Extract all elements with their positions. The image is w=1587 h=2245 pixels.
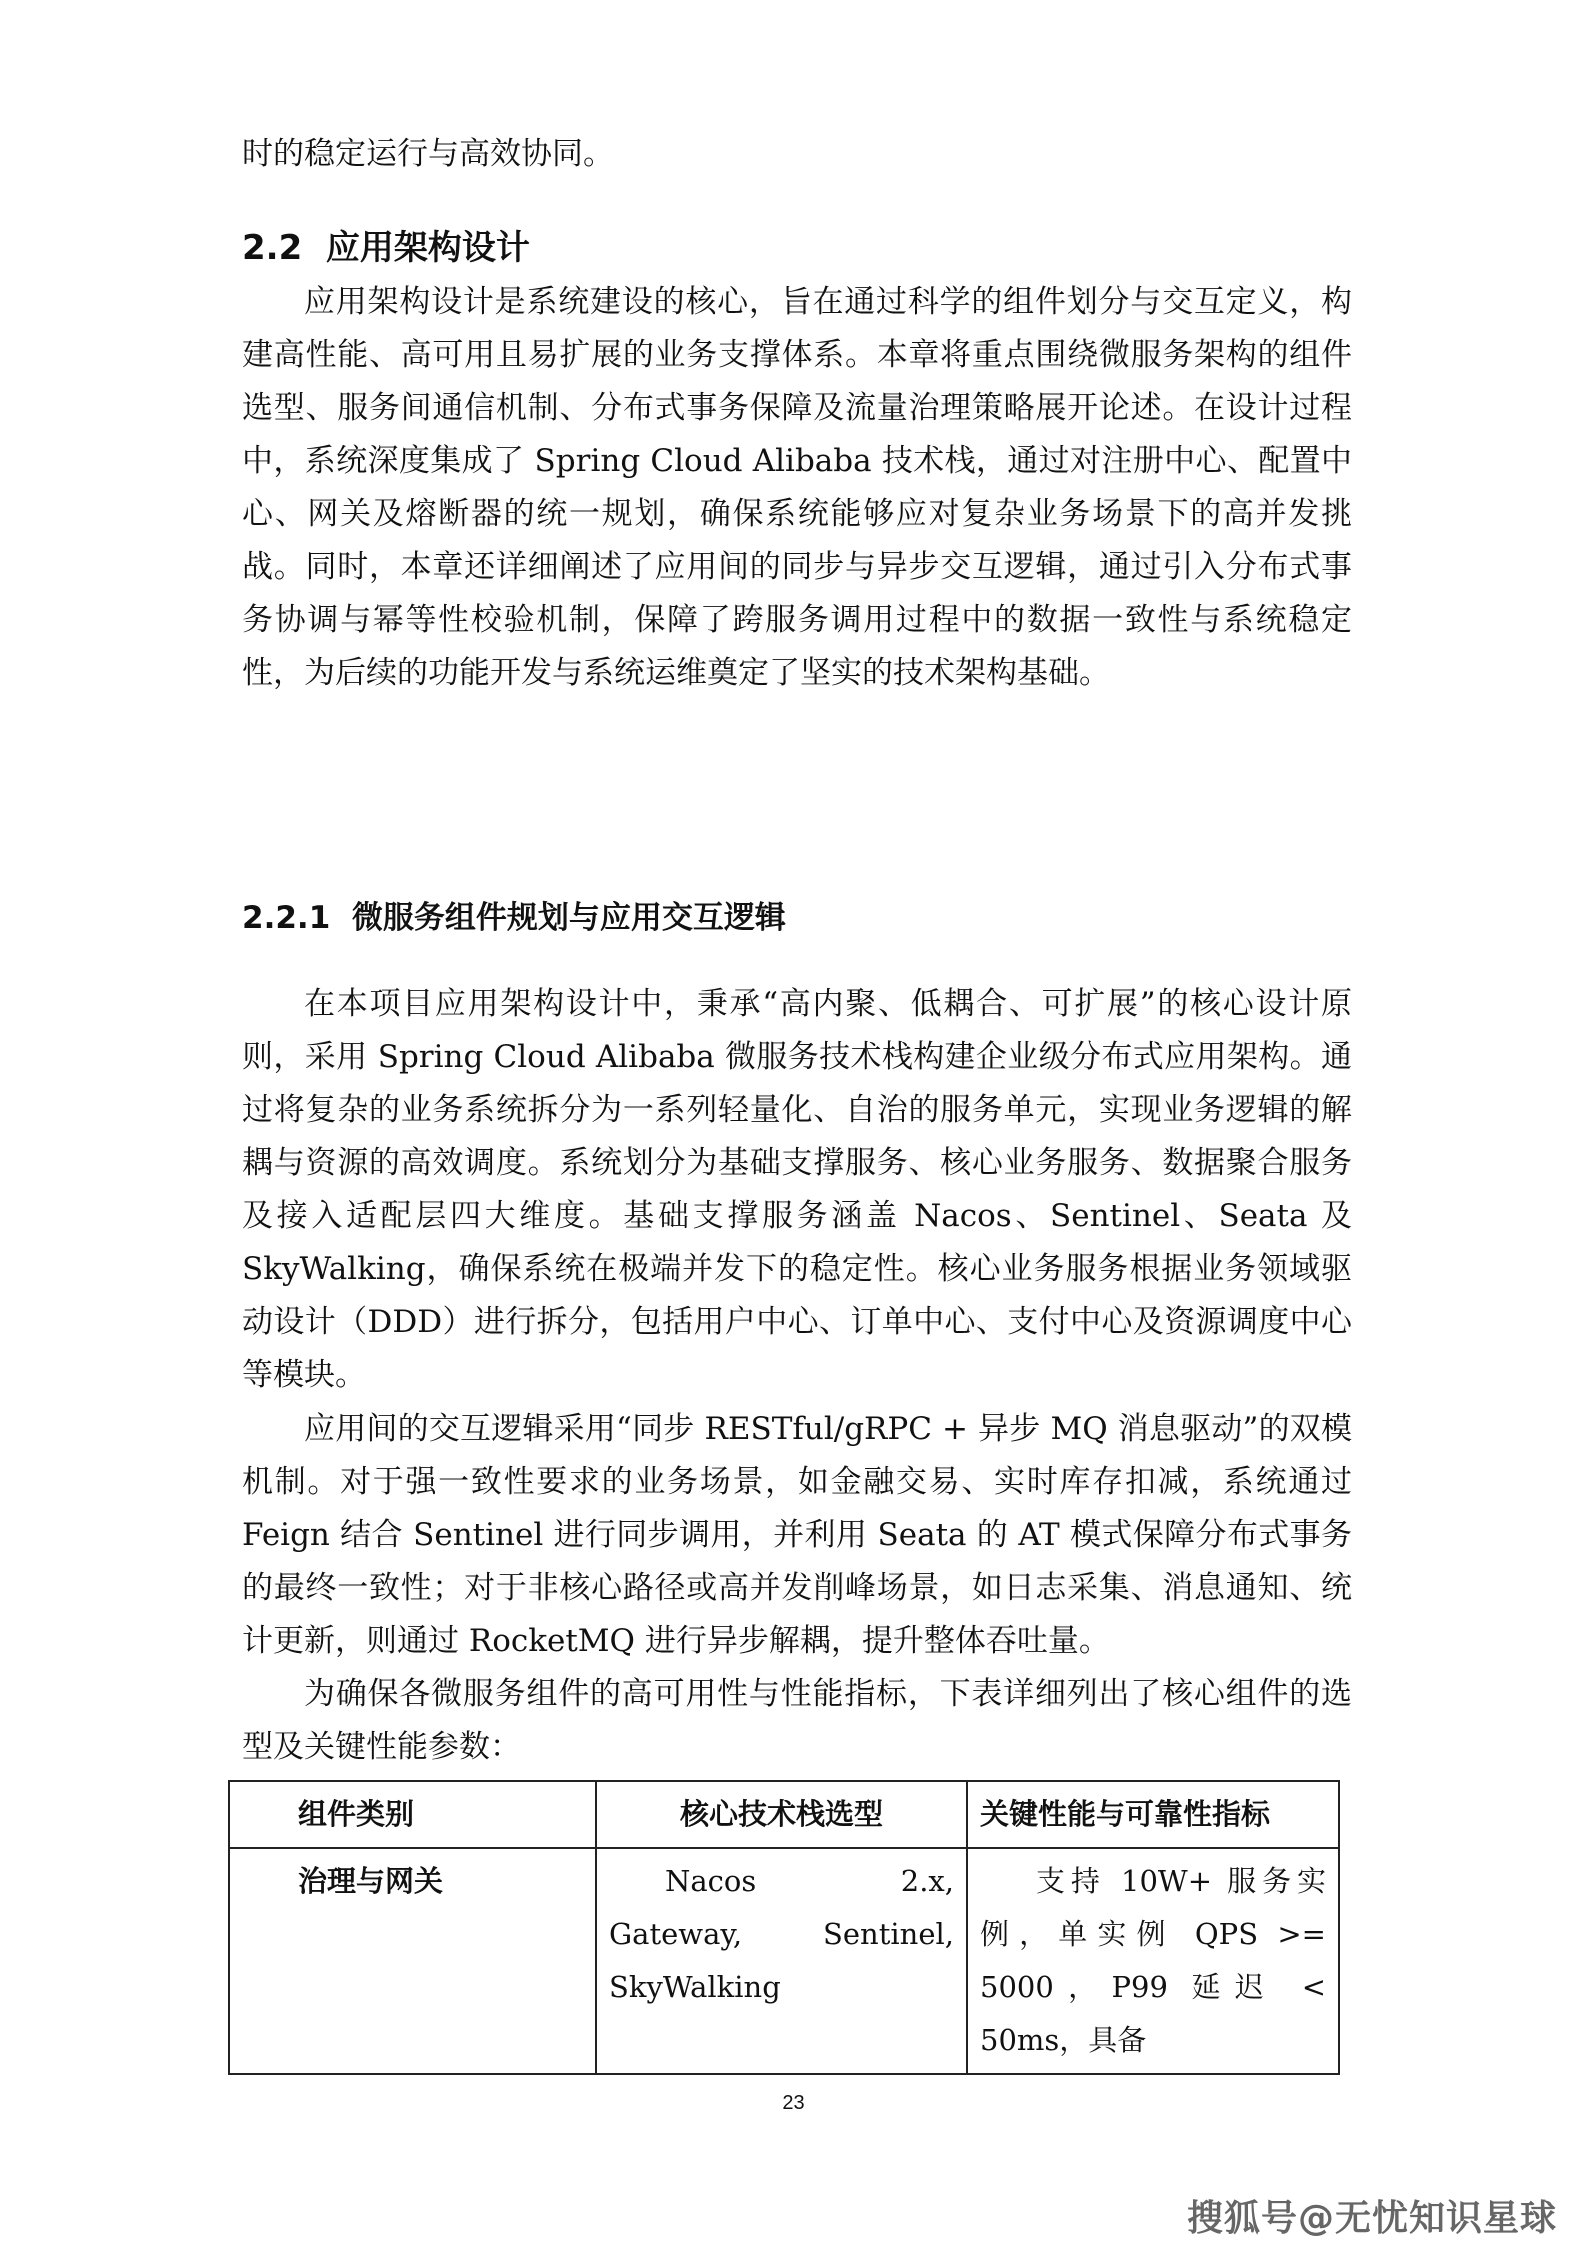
section-title: 应用架构设计 — [325, 228, 530, 268]
table-header-row — [229, 1781, 1339, 1848]
table-cell-stack: Nacos 2.x, Gateway, Sentinel, SkyWalking — [596, 1848, 967, 2074]
subsection-heading — [242, 892, 786, 937]
table-cell-metrics: 支持 10W+ 服务实例，单实例 QPS >= 5000，P99 延迟 < 50ms，具备 — [967, 1848, 1339, 2074]
section-paragraph: 应用架构设计是系统建设的核心，旨在通过科学的组件划分与交互定义，构建高性能、高可用且易扩展的业务支撑体系。本章将重点围绕微服务架构的组件选型、服务间通信机制、分布式事务保障及流量治理策略展开论述。在设计过程中，系统深度集成了 Spring Cloud Alibaba 技术栈，通过对注册中心、配置中心、网关及熔断器的统一规划，确保系统能够应对复杂业务场景下的高并发挑战。同时，本章还详细阐述了应用间的同步与异步交互逻辑，通过引入分布式事务协调与幂等性校验机制，保障了跨服务调用过程中的数据一致性与系统稳定性，为后续的功能开发与系统运维奠定了坚实的技术架构基础。 — [242, 284, 1352, 691]
intro-tail-text: 时的稳定运行与高效协同。 — [242, 136, 614, 172]
section-heading — [242, 220, 530, 269]
subsection-number: 2.2.1 — [242, 900, 331, 936]
component-table — [228, 1780, 1340, 2075]
table-header-metrics: 关键性能与可靠性指标 — [967, 1781, 1339, 1848]
subsection-paragraph-2: 应用间的交互逻辑采用“同步 RESTful/gRPC + 异步 MQ 消息驱动”的双模机制。对于强一致性要求的业务场景，如金融交易、实时库存扣减，系统通过 Feign 结合 Sentinel 进行同步调用，并利用 Seata 的 AT 模式保障分布式事务的最终一致性；对于非核心路径或高并发削峰场景，如日志采集、消息通知、统计更新，则通过 RocketMQ 进行异步解耦，提升整体吞吐量。 — [242, 1411, 1352, 1659]
section-number: 2.2 — [242, 228, 303, 268]
page-number: 23 — [782, 2092, 805, 2114]
table-cell-category: 治理与网关 — [229, 1848, 596, 2074]
subsection-paragraph-1: 在本项目应用架构设计中，秉承“高内聚、低耦合、可扩展”的核心设计原则，采用 Spring Cloud Alibaba 微服务技术栈构建企业级分布式应用架构。通过将复杂的业务系统拆分为一系列轻量化、自治的服务单元，实现业务逻辑的解耦与资源的高效调度。系统划分为基础支撑服务、核心业务服务、数据聚合服务及接入适配层四大维度。基础支撑服务涵盖 Nacos、Sentinel、Seata 及 SkyWalking，确保系统在极端并发下的稳定性。核心业务服务根据业务领域驱动设计（DDD）进行拆分，包括用户中心、订单中心、支付中心及资源调度中心等模块。 — [242, 986, 1352, 1393]
subsection-paragraph-3: 为确保各微服务组件的高可用性与性能指标，下表详细列出了核心组件的选型及关键性能参数： — [242, 1676, 1352, 1765]
watermark-text: 搜狐号@无忧知识星球 — [1186, 2198, 1557, 2239]
table-header-stack: 核心技术栈选型 — [596, 1781, 967, 1848]
table-row — [229, 1848, 1339, 2074]
subsection-title: 微服务组件规划与应用交互逻辑 — [351, 900, 786, 936]
table-header-category: 组件类别 — [229, 1781, 596, 1848]
